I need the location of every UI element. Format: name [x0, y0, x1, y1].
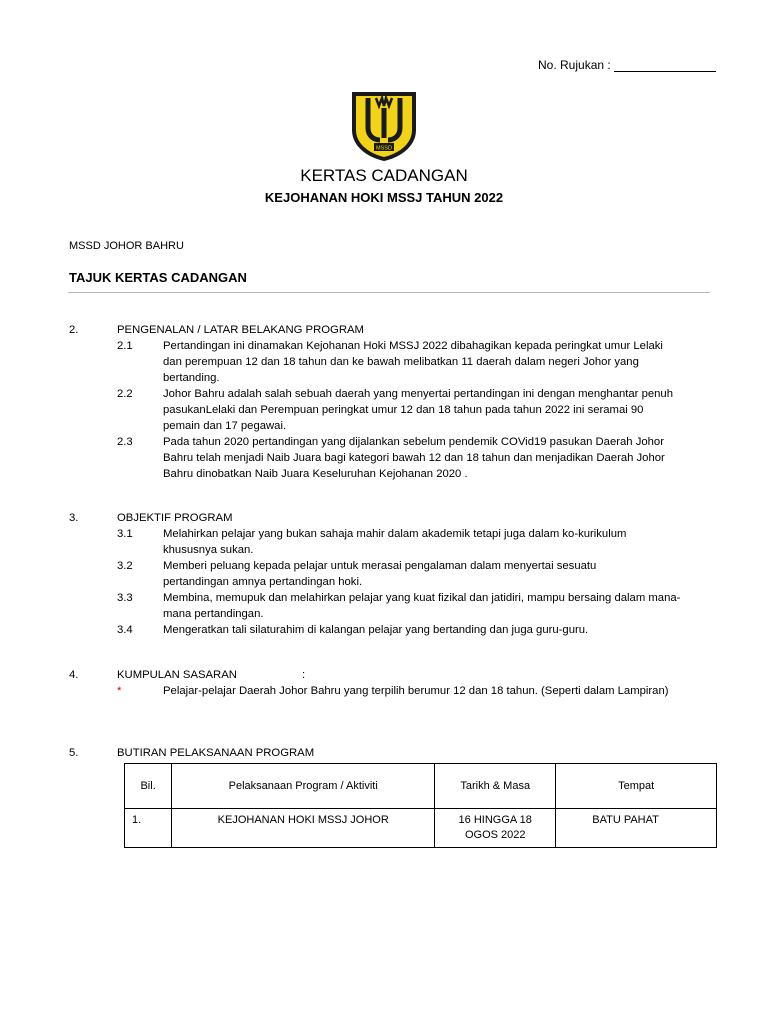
proposal-heading: TAJUK KERTAS CADANGAN [69, 270, 247, 285]
item-number: 2.2 [117, 388, 133, 400]
column-header: Pelaksanaan Program / Aktiviti [172, 764, 435, 809]
column-header: Tarikh & Masa [435, 764, 556, 809]
item-number: 3.3 [117, 592, 133, 604]
section-title: BUTIRAN PELAKSANAAN PROGRAM [117, 747, 315, 759]
item-line: Membina, memupuk dan melahirkan pelajar yang kuat fizikal dan jatidiri, mampu bersaing dalam mana- [163, 592, 681, 604]
column-header: Tempat [556, 764, 717, 809]
item-line: pemain dan 17 pegawai. [163, 420, 287, 432]
item-line: Melahirkan pelajar yang bukan sahaja mahir dalam akademik tetapi juga dalam ko-kurikulum [163, 528, 627, 540]
organization-name: MSSD JOHOR BAHRU [69, 240, 184, 252]
item-line: Pelajar-pelajar Daerah Johor Bahru yang terpilih berumur 12 dan 18 tahun. (Seperti dalam Lampiran) [163, 685, 669, 697]
item-line: Bahru dinobatkan Naib Juara Keseluruhan Kejohanan 2020 . [163, 468, 468, 480]
item-line: Johor Bahru adalah salah sebuah daerah yang menyertai pertandingan ini dengan menghantar penuh [163, 388, 673, 400]
table-header-row [125, 764, 717, 809]
section-number: 4. [69, 669, 79, 681]
date-line: OGOS 2022 [464, 829, 526, 841]
heading-divider [68, 292, 710, 293]
table-cell-date [435, 809, 556, 848]
table-row [125, 809, 717, 848]
date-line: 16 HINGGA 18 [458, 814, 532, 826]
reference-label: No. Rujukan : [538, 58, 611, 72]
section-number: 5. [69, 747, 79, 759]
item-number: 3.1 [117, 528, 133, 540]
item-line: Pada tahun 2020 pertandingan yang dijalankan sebelum pendemik COVid19 pasukan Daerah Johor [163, 436, 664, 448]
item-line: Pertandingan ini dinamakan Kejohanan Hoki MSSJ 2022 dibahagikan kepada peringkat umur Lelaki [163, 340, 663, 352]
item-line: Memberi peluang kepada pelajar untuk merasai pengalaman dalam menyertai sesuatu [163, 560, 597, 572]
reference-blank-line [614, 59, 716, 72]
item-line: Mengeratkan tali silaturahim di kalangan pelajar yang bertanding dan juga guru-guru. [163, 624, 589, 636]
item-line: khususnya sukan. [163, 544, 254, 556]
logo-text: MSSD [376, 145, 392, 152]
column-header: Bil. [125, 764, 172, 809]
section-title: PENGENALAN / LATAR BELAKANG PROGRAM [117, 324, 364, 336]
section-number: 2. [69, 324, 79, 336]
item-number: 3.4 [117, 624, 133, 636]
section-colon: : [302, 669, 306, 681]
section-title: OBJEKTIF PROGRAM [117, 512, 233, 524]
item-line: pasukanLelaki dan Perempuan peringkat umur 12 dan 18 tahun pada tahun 2022 ini seramai 90 [163, 404, 644, 416]
document-subtitle: KEJOHANAN HOKI MSSJ TAHUN 2022 [264, 190, 504, 205]
section-number: 3. [69, 512, 79, 524]
document-title: KERTAS CADANGAN [300, 166, 468, 185]
bullet-asterisk: * [117, 685, 122, 697]
section-title: KUMPULAN SASARAN [117, 669, 237, 681]
program-table [124, 763, 717, 848]
table-cell-bil: 1. [125, 809, 172, 848]
reference-number [538, 58, 716, 72]
item-line: Bahru telah menjadi Naib Juara bagi kategori bawah 12 dan 18 tahun dan menjadikan Daerah Johor [163, 452, 665, 464]
table-cell-activity: KEJOHANAN HOKI MSSJ JOHOR [172, 809, 435, 848]
item-number: 3.2 [117, 560, 133, 572]
table-cell-venue: BATU PAHAT [556, 809, 717, 848]
item-line: bertanding. [163, 372, 220, 384]
item-number: 2.3 [117, 436, 133, 448]
item-line: mana pertandingan. [163, 608, 264, 620]
item-line: pertandingan amnya pertandingan hoki. [163, 576, 363, 588]
mssd-logo [346, 86, 422, 162]
item-line: dan perempuan 12 dan 18 tahun dan ke bawah melibatkan 11 daerah dalam negeri Johor yang [163, 356, 639, 368]
item-number: 2.1 [117, 340, 133, 352]
